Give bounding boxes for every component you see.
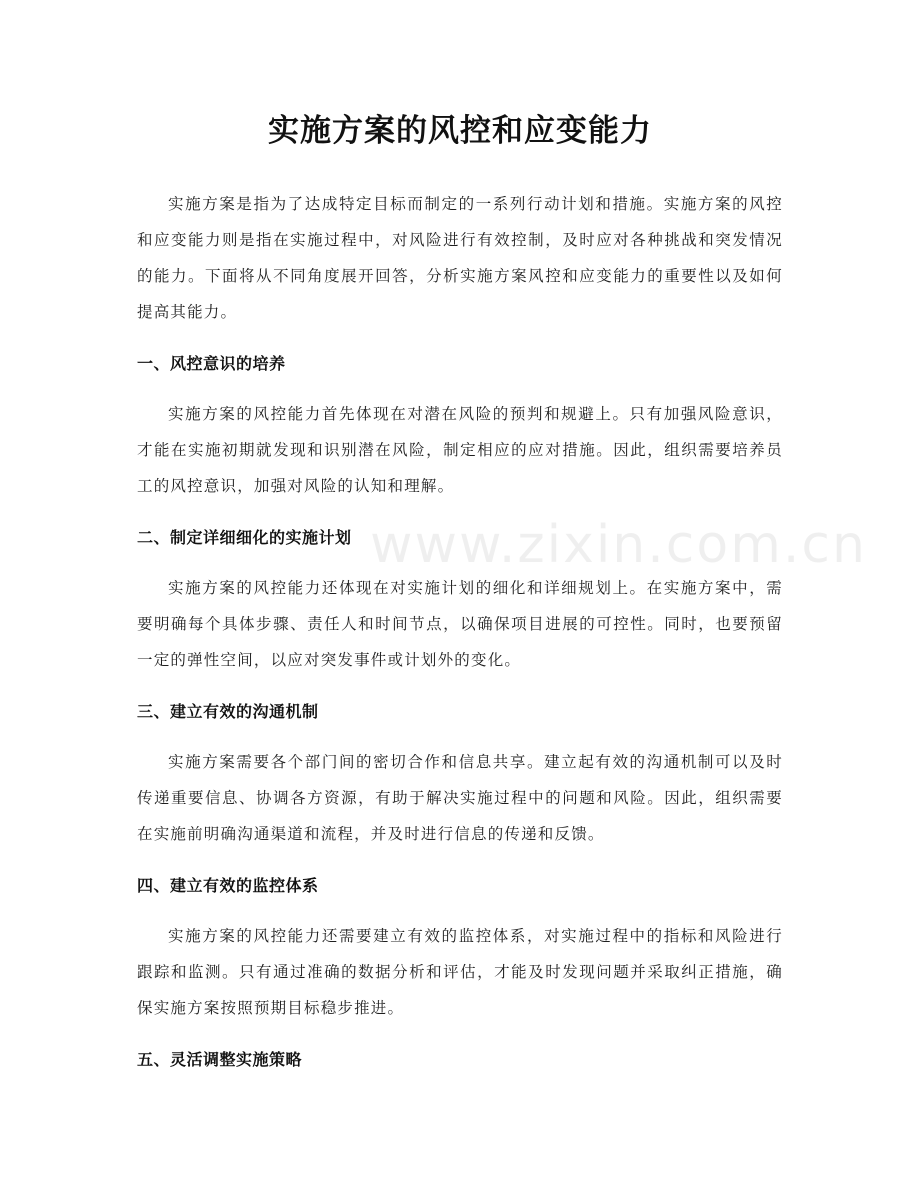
section-1	[137, 346, 783, 504]
section-heading: 三、建立有效的沟通机制	[137, 702, 319, 721]
intro-paragraph: 实施方案是指为了达成特定目标而制定的一系列行动计划和措施。实施方案的风控和应变能力则是指在实施过程中，对风险进行有效控制，及时应对各种挑战和突发情况的能力。下面将从不同角度展开回答，分析实施方案风控和应变能力的重要性以及如何提高其能力。	[137, 195, 783, 321]
section-paragraph: 实施方案的风控能力还体现在对实施计划的细化和详细规划上。在实施方案中，需要明确每个具体步骤、责任人和时间节点，以确保项目进展的可控性。同时，也要预留一定的弹性空间，以应对突发事件或计划外的变化。	[137, 579, 783, 669]
section-heading: 四、建立有效的监控体系	[137, 876, 319, 895]
section-heading: 二、制定详细细化的实施计划	[137, 528, 352, 547]
section-4	[137, 868, 783, 1026]
section-3	[137, 694, 783, 852]
watermark: www.zixin.com.cn	[370, 515, 867, 575]
section-heading: 一、风控意识的培养	[137, 354, 286, 373]
document-title: 实施方案的风控和应变能力	[268, 113, 652, 149]
section-paragraph: 实施方案的风控能力首先体现在对潜在风险的预判和规避上。只有加强风险意识，才能在实施初期就发现和识别潜在风险，制定相应的应对措施。因此，组织需要培养员工的风控意识，加强对风险的认知和理解。	[137, 405, 783, 495]
section-paragraph: 实施方案需要各个部门间的密切合作和信息共享。建立起有效的沟通机制可以及时传递重要信息、协调各方资源，有助于解决实施过程中的问题和风险。因此，组织需要在实施前明确沟通渠道和流程，并及时进行信息的传递和反馈。	[137, 753, 783, 843]
section-paragraph: 实施方案的风控能力还需要建立有效的监控体系，对实施过程中的指标和风险进行跟踪和监测。只有通过准确的数据分析和评估，才能及时发现问题并采取纠正措施，确保实施方案按照预期目标稳步推进。	[137, 927, 783, 1017]
section-heading: 五、灵活调整实施策略	[137, 1050, 303, 1069]
section-2	[137, 520, 783, 678]
section-5	[137, 1042, 783, 1078]
